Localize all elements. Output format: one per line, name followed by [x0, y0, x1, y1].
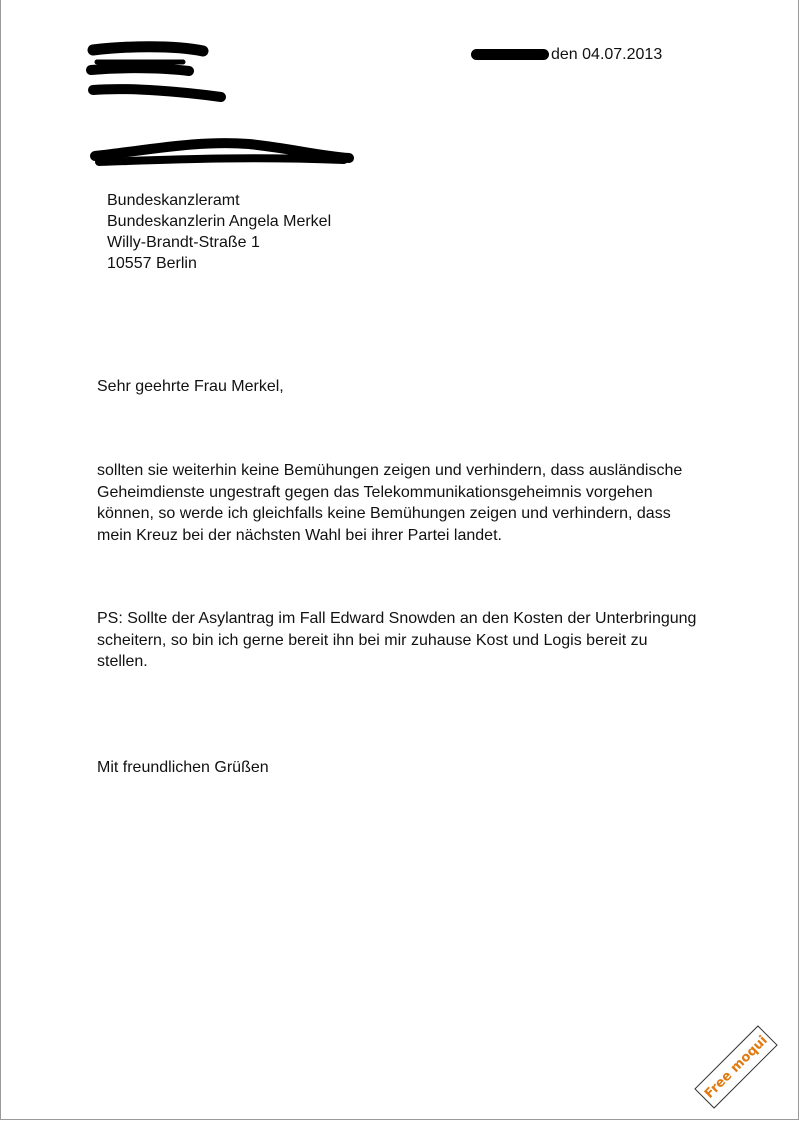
- redacted-place: [471, 49, 549, 60]
- watermark-text: Free moqui: [701, 1032, 771, 1102]
- recipient-line: Willy-Brandt-Straße 1: [107, 234, 260, 251]
- body-line: Geheimdienste ungestraft gegen das Telekommunikationsgeheimnis vorgehen: [97, 483, 653, 501]
- closing: Mit freundlichen Grüßen: [97, 759, 269, 776]
- salutation: Sehr geehrte Frau Merkel,: [97, 378, 284, 395]
- redacted-return-address: [89, 136, 359, 170]
- body-line: sollten sie weiterhin keine Bemühungen zeigen und verhindern, dass ausländische: [97, 462, 683, 479]
- body-paragraph: [97, 460, 717, 546]
- ps-line: scheitern, so bin ich gerne bereit ihn bei mir zuhause Kost und Logis bereit zu: [97, 631, 648, 649]
- body-line: können, so werde ich gleichfalls keine Bemühungen zeigen und verhindern, dass: [97, 505, 671, 522]
- recipient-line: 10557 Berlin: [107, 255, 197, 272]
- body-line: mein Kreuz bei der nächsten Wahl bei ihrer Partei landet.: [97, 526, 502, 544]
- recipient-line: Bundeskanzlerin Angela Merkel: [107, 213, 332, 230]
- recipient-address: [107, 190, 331, 274]
- ps-line: PS: Sollte der Asylantrag im Fall Edward Snowden an den Kosten der Unterbringung: [97, 610, 697, 627]
- redacted-sender-address: [85, 40, 235, 112]
- watermark-stamp: [694, 1025, 777, 1108]
- date-text: den 04.07.2013: [551, 46, 663, 63]
- recipient-line: Bundeskanzleramt: [107, 192, 240, 209]
- postscript-paragraph: [97, 608, 717, 673]
- ps-line: stellen.: [97, 653, 148, 670]
- letter-date: [471, 45, 662, 65]
